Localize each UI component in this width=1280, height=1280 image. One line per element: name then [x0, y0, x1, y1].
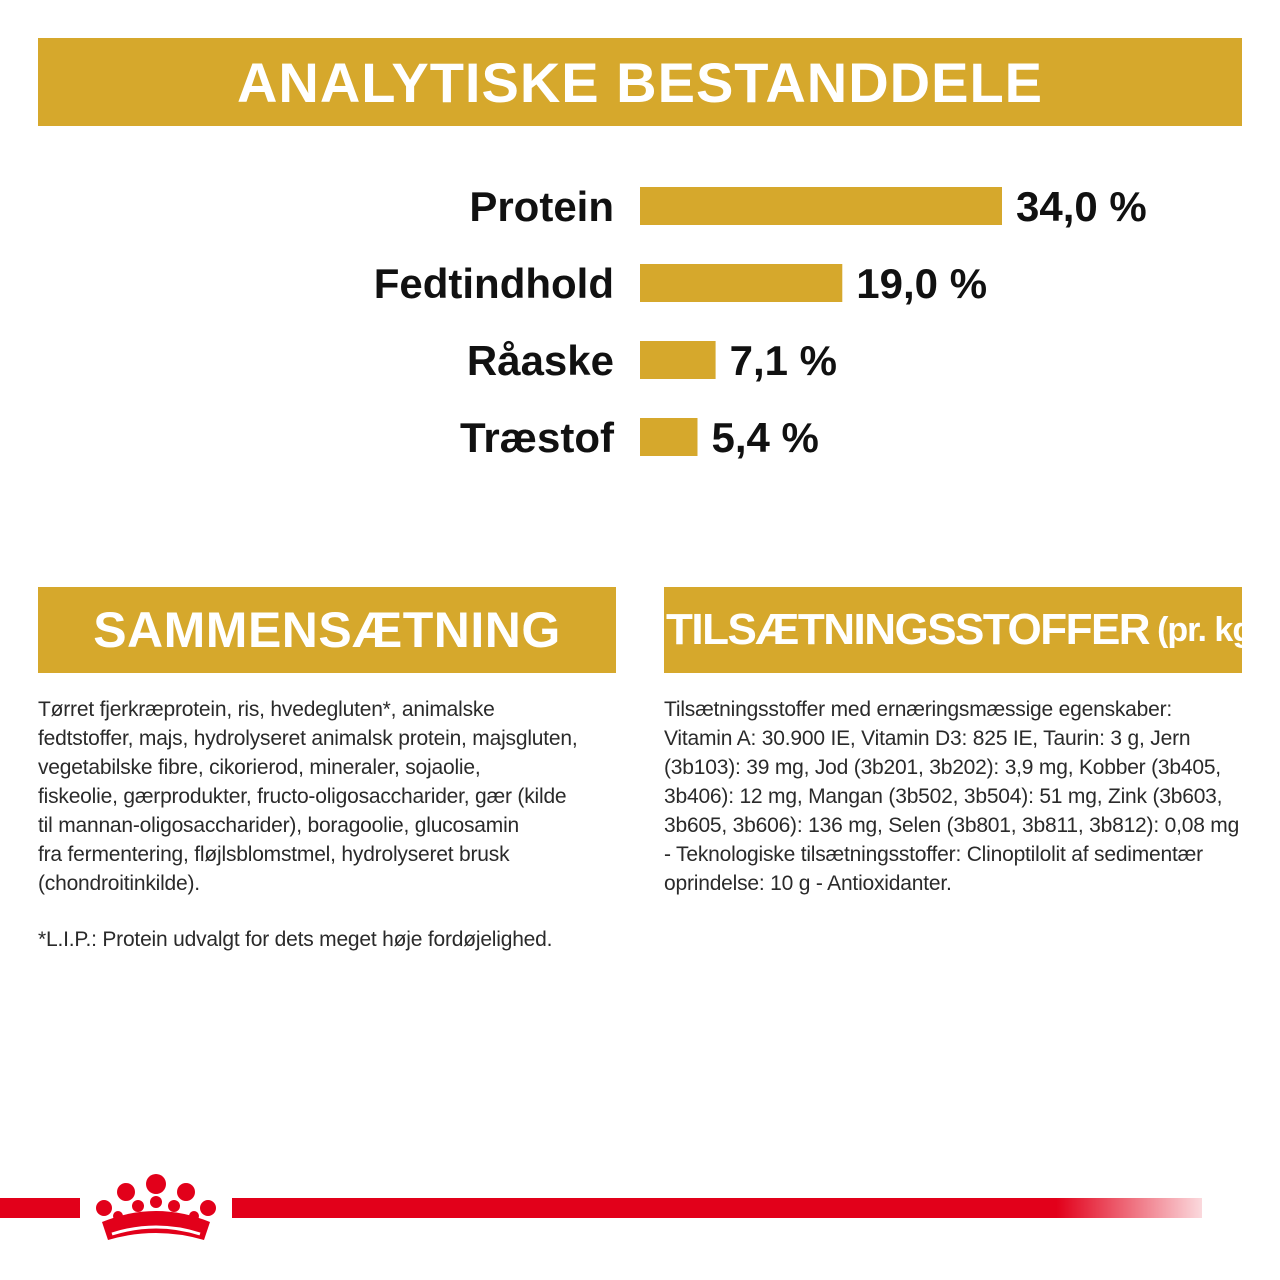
category-label-raaaske: Råaske	[466, 337, 614, 384]
additives-title: TILSÆTNINGSSTOFFER	[666, 605, 1150, 654]
additives-title-unit: (pr. kg)	[1157, 610, 1263, 649]
crown-icon	[88, 1170, 224, 1256]
additives-line: oprindelse: 10 g - Antioxidanter.	[664, 872, 952, 895]
additives-line: Vitamin A: 30.900 IE, Vitamin D3: 825 IE, Taurin: 3 g, Jern	[664, 727, 1191, 750]
additives-line: (3b103): 39 mg, Jod (3b201, 3b202): 3,9 mg, Kobber (3b405,	[664, 756, 1221, 779]
additives-text	[664, 695, 1254, 898]
composition-banner	[38, 587, 616, 673]
additives-line: 3b605, 3b606): 136 mg, Selen (3b801, 3b811, 3b812): 0,08 mg	[664, 814, 1240, 837]
composition-line: til mannan-oligosaccharider), boragoolie, glucosamin	[38, 814, 520, 837]
additives-banner	[664, 587, 1263, 673]
composition-line: (chondroitinkilde).	[38, 872, 200, 895]
bar-raaaske	[640, 341, 716, 379]
bar-protein	[640, 187, 1002, 225]
composition-text	[38, 695, 618, 898]
composition-title: SAMMENSÆTNING	[93, 602, 561, 658]
composition-line: Tørret fjerkræprotein, ris, hvedegluten*, animalske	[38, 698, 495, 721]
bar-fedtindhold	[640, 264, 842, 302]
analytical-constituents-banner	[38, 38, 1242, 126]
composition-line: fra fermentering, fløjlsblomstmel, hydrolyseret brusk	[38, 843, 510, 866]
analytical-constituents-chart	[0, 170, 1280, 480]
additives-line: - Teknologiske tilsætningsstoffer: Clinoptilolit af sedimentær	[664, 843, 1203, 866]
additives-line: Tilsætningsstoffer med ernæringsmæssige egenskaber:	[664, 698, 1173, 721]
additives-line: 3b406): 12 mg, Mangan (3b502, 3b504): 51 mg, Zink (3b603,	[664, 785, 1223, 808]
footer-stripe-right	[232, 1198, 1202, 1218]
footer-stripe-left	[0, 1198, 80, 1218]
category-label-traestof: Træstof	[459, 414, 614, 461]
value-label-protein: 34,0 %	[1016, 183, 1147, 230]
analytical-constituents-title: ANALYTISKE BESTANDDELE	[236, 50, 1044, 114]
value-label-fedtindhold: 19,0 %	[856, 260, 988, 307]
composition-line: fedtstoffer, majs, hydrolyseret animalsk protein, majsgluten,	[38, 727, 578, 750]
category-label-protein: Protein	[469, 183, 614, 230]
value-label-traestof: 5,4 %	[711, 414, 819, 461]
lip-footnote: *L.I.P.: Protein udvalgt for dets meget høje fordøjelighed.	[38, 928, 553, 951]
category-label-fedtindhold: Fedtindhold	[373, 260, 614, 307]
bar-traestof	[640, 418, 697, 456]
value-label-raaaske: 7,1 %	[729, 337, 838, 384]
composition-line: vegetabilske fibre, cikorierod, mineraler, sojaolie,	[38, 756, 481, 779]
composition-line: fiskeolie, gærprodukter, fructo-oligosaccharider, gær (kilde	[38, 785, 567, 808]
